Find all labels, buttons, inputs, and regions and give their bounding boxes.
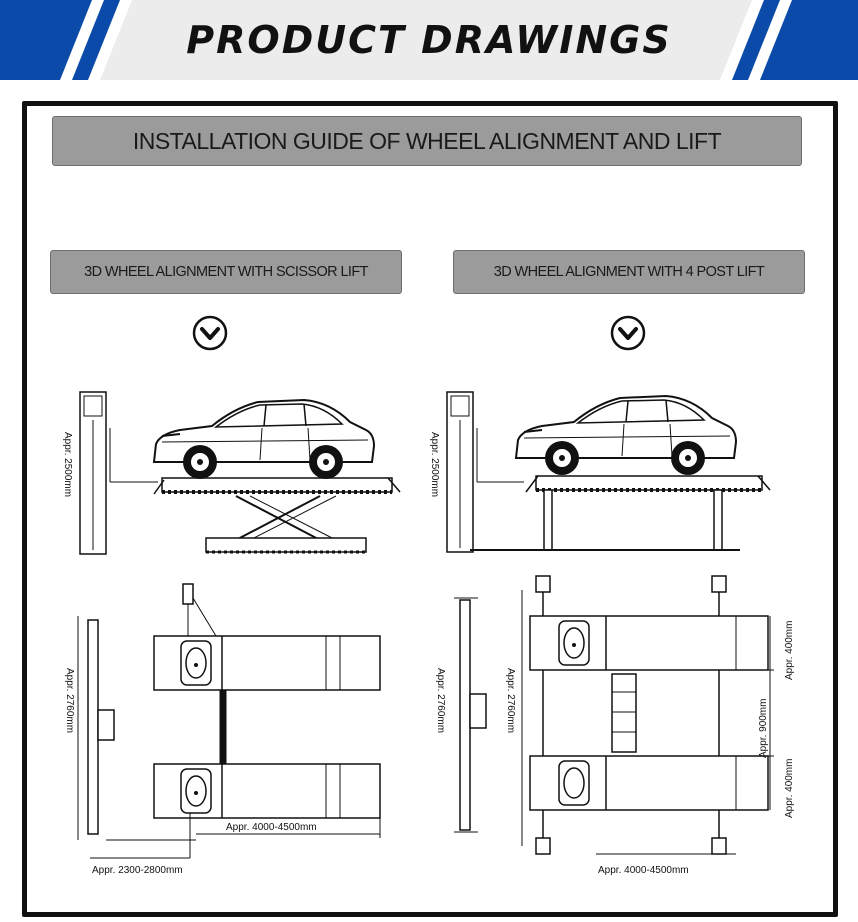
left-length-label: Appr. 4000-4500mm: [226, 822, 317, 833]
left-chevron-down-circle-icon: [194, 317, 226, 349]
right-chevron-down-circle-icon: [612, 317, 644, 349]
left-width-label: Appr. 2300-2800mm: [92, 865, 183, 876]
banner-title: PRODUCT DRAWINGS: [186, 18, 672, 62]
installation-guide-header: INSTALLATION GUIDE OF WHEEL ALIGNMENT AND LIFT: [52, 116, 802, 166]
right-depth-label-outer: Appr. 2760mm: [435, 668, 446, 734]
right-depth-label-inner: Appr. 2760mm: [505, 668, 516, 734]
left-car-side-view: [154, 400, 374, 479]
scissor-lift-plan-view: [78, 584, 380, 858]
four-post-lift-title: 3D WHEEL ALIGNMENT WITH 4 POST LIFT: [453, 250, 805, 294]
right-runway-label-top: Appr. 400mm: [784, 620, 795, 680]
right-length-label: Appr. 4000-4500mm: [598, 865, 689, 876]
right-car-side-view: [516, 396, 736, 475]
left-height-label: Appr. 2500mm: [62, 432, 73, 498]
scissor-lift-title: 3D WHEEL ALIGNMENT WITH SCISSOR LIFT: [50, 250, 402, 294]
right-runway-label-bottom: Appr. 400mm: [784, 758, 795, 818]
four-post-lift-plan-view: [454, 576, 774, 854]
right-turntable-rear: [559, 761, 589, 805]
left-depth-label: Appr. 2760mm: [64, 668, 75, 734]
right-height-label: Appr. 2500mm: [429, 432, 440, 498]
right-gap-label: Appr. 900mm: [758, 698, 769, 758]
